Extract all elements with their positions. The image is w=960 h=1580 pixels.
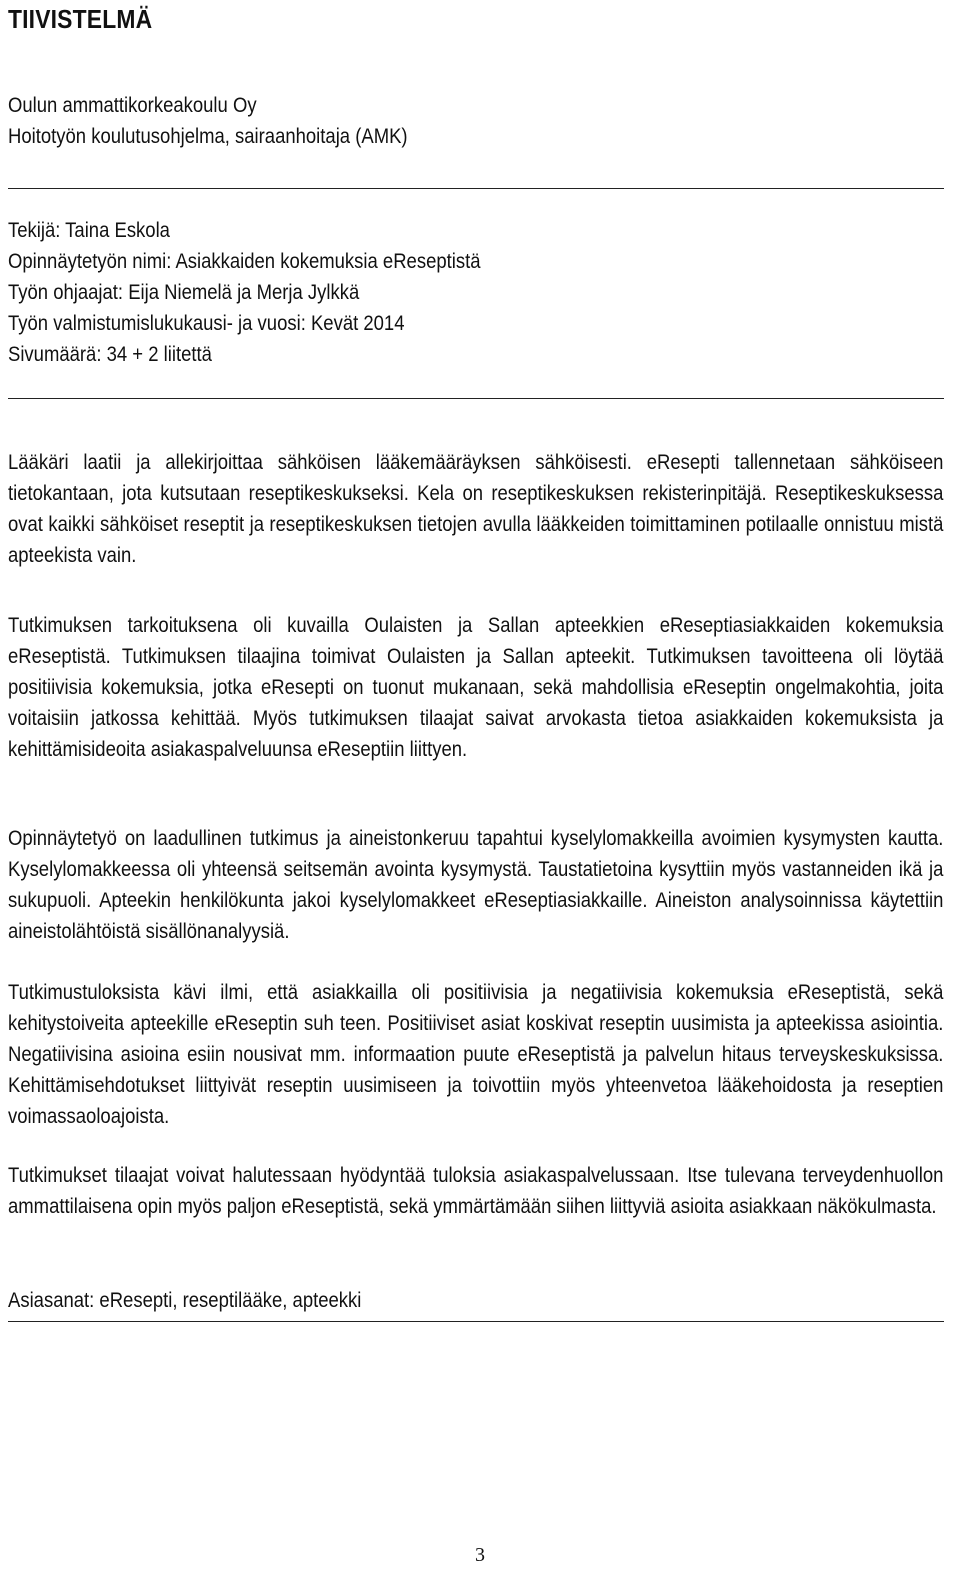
abstract-paragraph-2: Tutkimuksen tarkoituksena oli kuvailla Oulaisten ja Sallan apteekkien eReseptiasiakkaiden kokemuksia eReseptistä. Tutkimuksen tilaajina toimivat Oulaisten ja Sallan apteekit. Tutkimuksen tavoitteena oli löytää positiivisia kokemuksia, jotka eResepti on tuonut mukanaan, sekä mahdollisia eReseptin ongelmakohtia, joita voitaisiin jatkossa kehittää. Myös tutkimuksen tilaajat saivat arvokasta tietoa asiakkaiden kokemuksista ja kehittämisideoita asiakaspalveluunsa eReseptiin liittyen. — [8, 614, 944, 761]
author-line: Tekijä: Taina Eskola — [8, 219, 170, 242]
abstract-paragraph-3: Opinnäytetyö on laadullinen tutkimus ja aineistonkeruu tapahtui kyselylomakkeilla avoimien kysymysten kautta. Kyselylomakkeessa oli yhteensä seitsemän avointa kysymystä. Taustatietoina kysyttiin myös vastanneiden ikä ja sukupuoli. Apteekin henkilökunta jakoi kyselylomakkeet eReseptiasiakkaille. Aineiston analysoinnissa käytettiin aineistolähtöistä sisällönanalyysiä. — [8, 827, 944, 943]
thesis-name-line: Opinnäytetyön nimi: Asiakkaiden kokemuksia eReseptistä — [8, 250, 481, 273]
divider-top — [8, 188, 944, 189]
page-title: TIIVISTELMÄ — [8, 4, 153, 34]
abstract-paragraph-1: Lääkäri laatii ja allekirjoittaa sähköisen lääkemääräyksen sähköisesti. eResepti tallennetaan sähköiseen tietokantaan, jota kutsutaan reseptikeskukseksi. Kela on reseptikeskuksen rekisterinpitäjä. Reseptikeskuksessa ovat kaikki sähköiset reseptit ja reseptikeskuksen tietojen avulla lääkkeiden toimittaminen potilaalle onnistuu mistä apteekista vain. — [8, 451, 944, 567]
abstract-paragraph-5: Tutkimukset tilaajat voivat halutessaan hyödyntää tuloksia asiakaspalvelussaan. Itse tulevana terveydenhuollon ammattilaisena opin myös paljon eReseptistä, sekä ymmärtämään siihen liittyviä asioita asiakkaan näkökulmasta. — [8, 1164, 944, 1218]
page-number: 3 — [475, 1544, 485, 1566]
page-count-line: Sivumäärä: 34 + 2 liitettä — [8, 343, 212, 366]
abstract-paragraph-4: Tutkimustuloksista kävi ilmi, että asiakkailla oli positiivisia ja negatiivisia kokemuksia eReseptistä, sekä kehitystoiveita apteekille eReseptin suh teen. Positiiviset asiat koskivat reseptin uusimista ja apteekissa asiointia. Negatiivisina asioina esiin nousivat mm. informaation puute eReseptistä ja palvelun hitaus terveyskeskuksissa. Kehittämisehdotukset liittyivät reseptin uusimiseen ja toivottiin myös yhteenvetoa lääkehoidosta ja reseptien voimassaoloajoista. — [8, 981, 944, 1128]
divider-bottom — [8, 1321, 944, 1322]
keywords-line: Asiasanat: eResepti, reseptilääke, apteekki — [8, 1289, 362, 1312]
completion-line: Työn valmistumislukukausi- ja vuosi: Kevät 2014 — [8, 312, 405, 335]
supervisors-line: Työn ohjaajat: Eija Niemelä ja Merja Jylkkä — [8, 281, 360, 304]
thesis-info-block — [8, 215, 944, 370]
degree-programme: Hoitotyön koulutusohjelma, sairaanhoitaja (AMK) — [8, 125, 408, 148]
divider-middle — [8, 398, 944, 399]
keywords-block — [8, 1285, 944, 1316]
school-name: Oulun ammattikorkeakoulu Oy — [8, 94, 257, 117]
institution-block — [8, 90, 944, 152]
